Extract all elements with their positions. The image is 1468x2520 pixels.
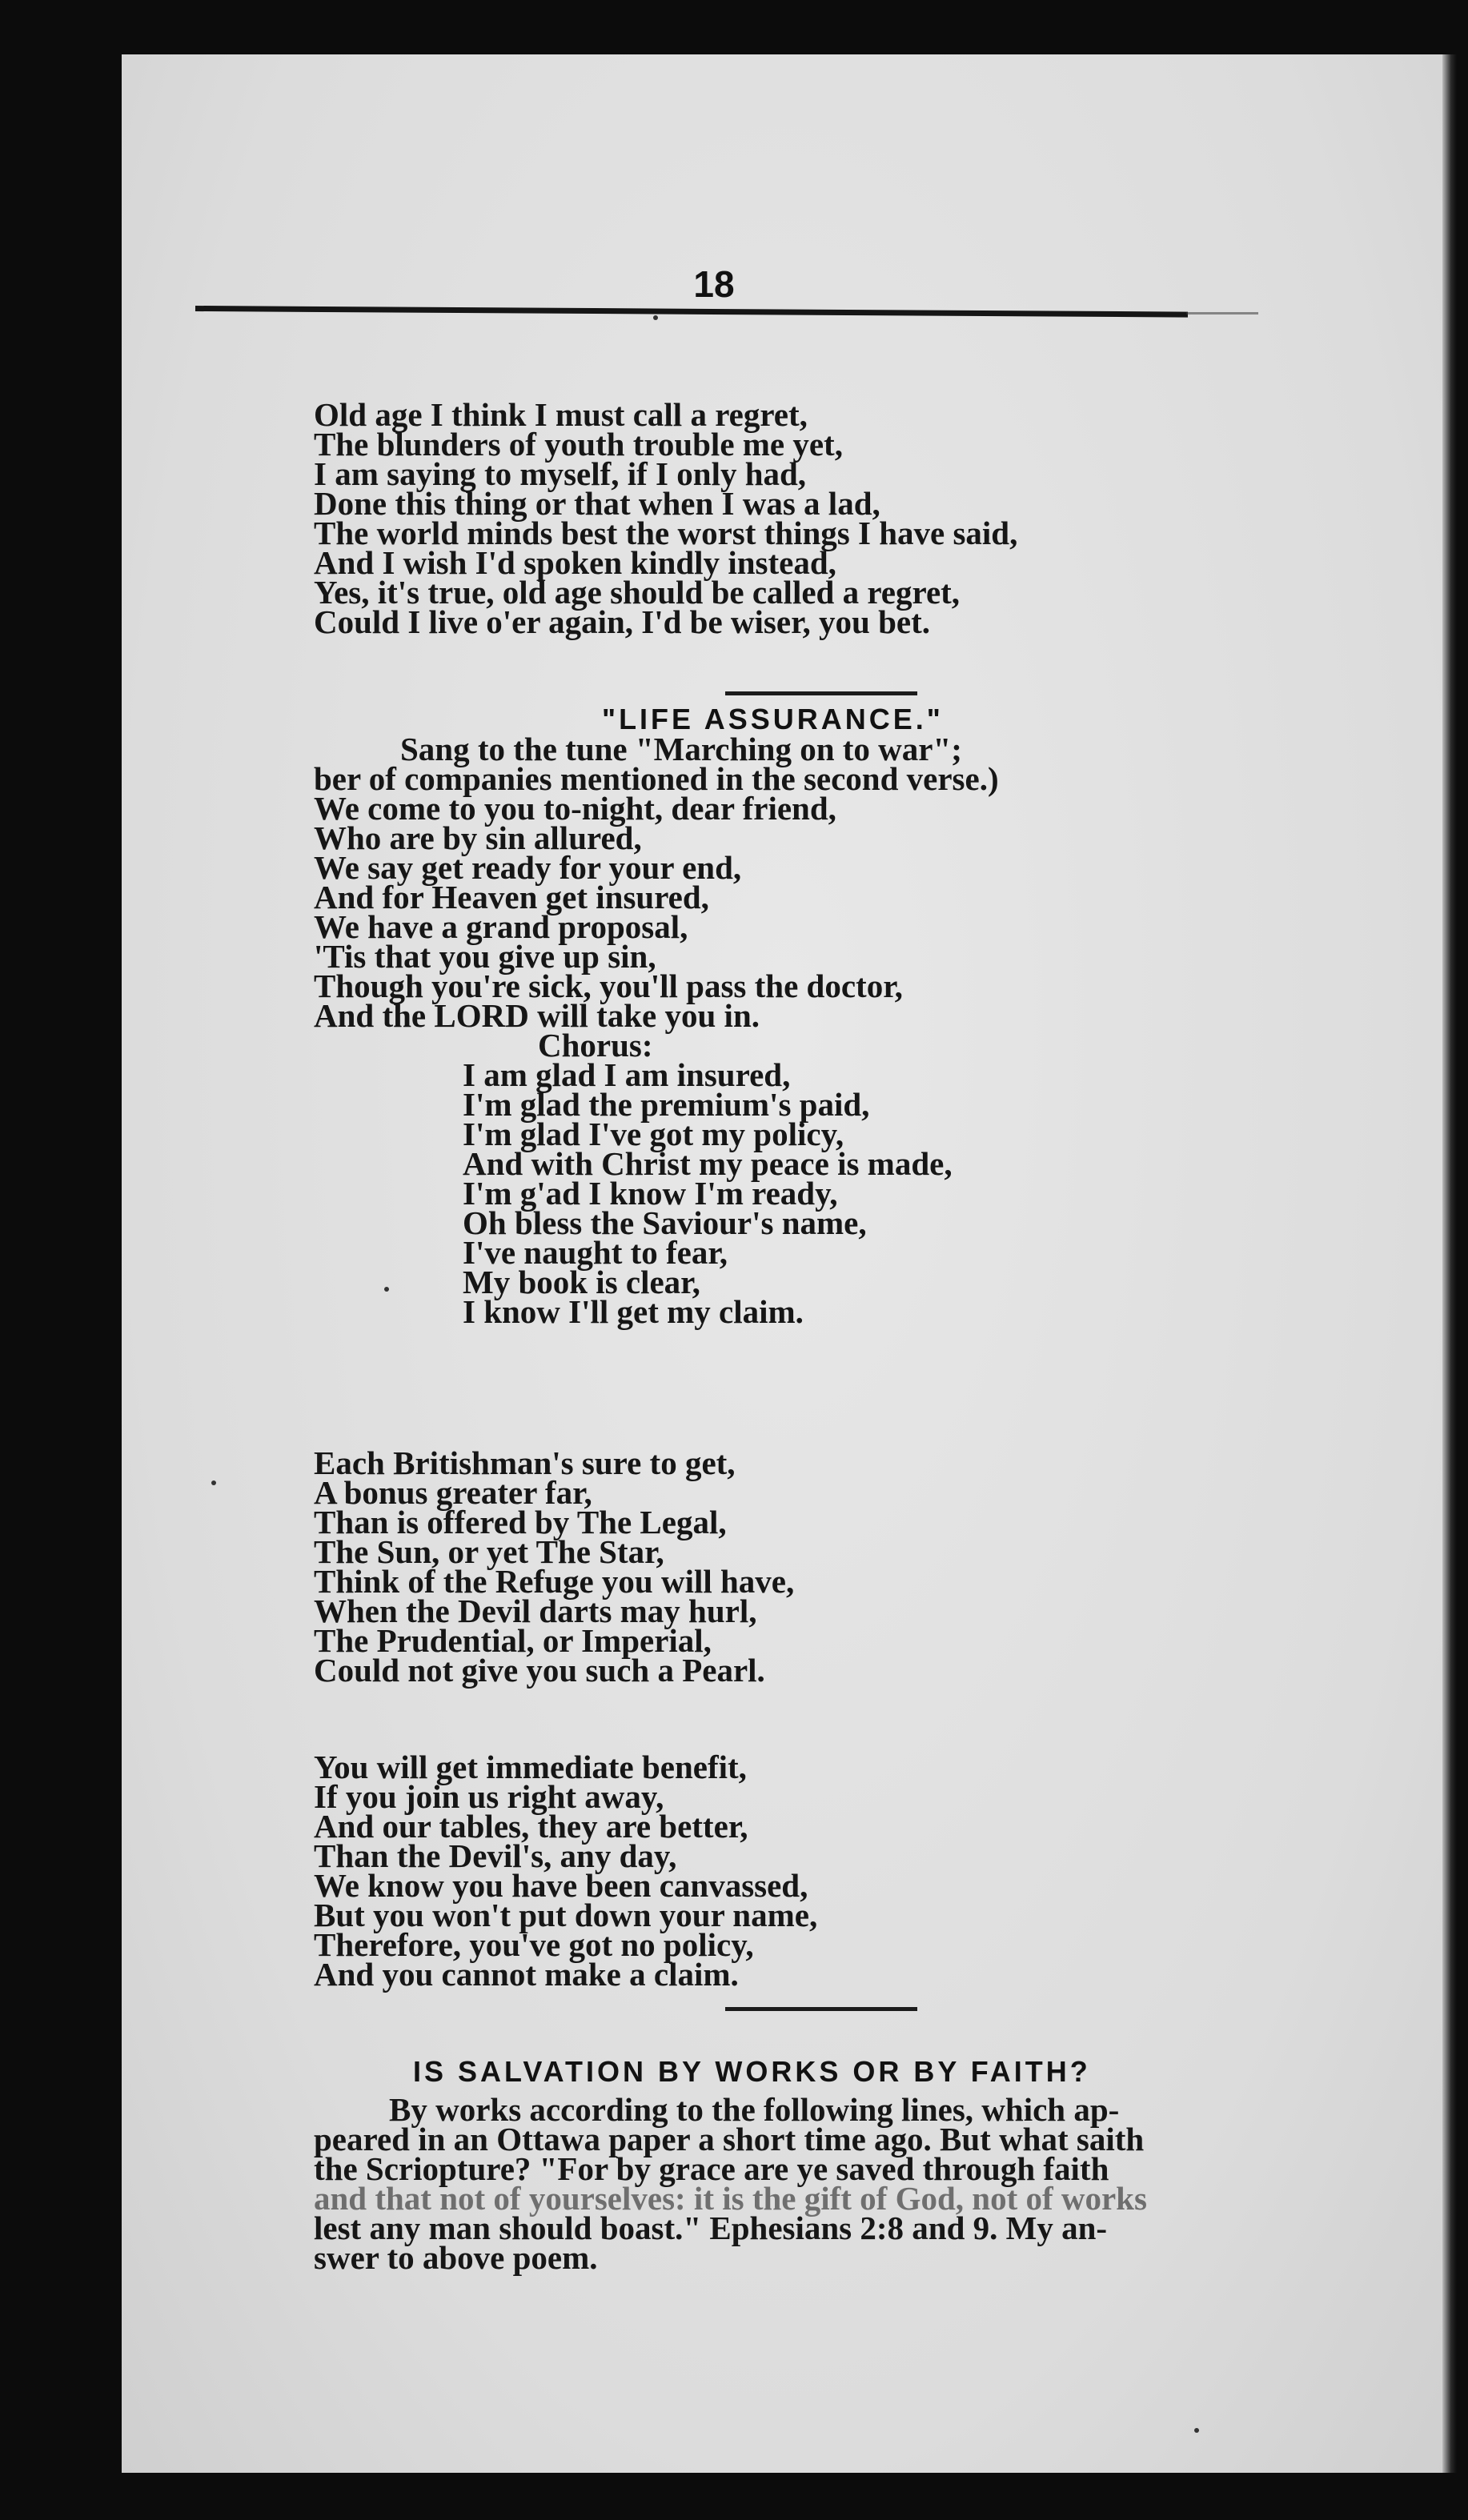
page-number: 18 [693,263,735,305]
chorus-label: Chorus: [538,1027,653,1064]
verse-line: Done this thing or that when I was a lad, [314,485,880,522]
chorus-line: I know I'll get my claim. [463,1293,804,1330]
paragraph-line: By works according to the following lines, which ap- [389,2091,1120,2128]
verse-line: Could I live o'er again, I'd be wiser, you bet. [314,603,930,640]
verse-line: Than is offered by The Legal, [314,1504,727,1540]
scan-speck [211,1480,216,1485]
verse-line: A bonus greater far, [314,1474,592,1511]
verse-line: We have a grand proposal, [314,908,688,945]
section-divider [725,691,917,695]
verse-line: The Sun, or yet The Star, [314,1533,664,1570]
intro-line: Sang to the tune "Marching on to war"; [400,731,962,767]
paragraph-line: swer to above poem. [314,2239,598,2276]
life-assurance-verse-3 [314,1749,818,1993]
salvation-paragraph [314,2091,1147,2276]
verse-line: I am saying to myself, if I only had, [314,455,807,492]
chorus-line: Oh bless the Saviour's name, [463,1204,867,1241]
verse-line: 'Tis that you give up sin, [314,938,656,975]
verse-line: We come to you to-night, dear friend, [314,790,836,827]
chorus-line: And with Christ my peace is made, [463,1145,953,1182]
verse-line: The blunders of youth trouble me yet, [314,426,843,463]
verse-line: And I wish I'd spoken kindly instead, [314,544,836,581]
chorus-line: I'm glad the premium's paid, [463,1086,870,1123]
verse-line: Yes, it's true, old age should be called a regret, [314,574,961,611]
scan-speck [653,315,658,320]
chorus-line: I've naught to fear, [463,1234,728,1271]
verse-line: And you cannot make a claim. [314,1956,739,1993]
paragraph-line: and that not of yourselves: it is the gift of God, not of works [314,2180,1147,2217]
verse-line: And our tables, they are better, [314,1808,748,1845]
header-rule-extension [1186,312,1258,314]
page-edge-shadow [1442,54,1457,2473]
verse-line: And for Heaven get insured, [314,879,709,915]
verse-line: We say get ready for your end, [314,849,742,886]
verse-line: Who are by sin allured, [314,819,642,856]
section-divider [725,2007,917,2011]
verse-line: But you won't put down your name, [314,1897,818,1933]
verse-line: Each Britishman's sure to get, [314,1444,736,1481]
verse-line: Than the Devil's, any day, [314,1837,677,1874]
paragraph-line: lest any man should boast." Ephesians 2:8 and 9. My an- [314,2210,1108,2246]
section-title-salvation: IS SALVATION BY WORKS OR BY FAITH? [413,2055,1091,2088]
verse-line: And the LORD will take you in. [314,997,760,1034]
verse-line: The Prudential, or Imperial, [314,1622,712,1659]
verse-line: Think of the Refuge you will have, [314,1563,795,1600]
verse-line: If you join us right away, [314,1778,664,1815]
section-title-life-assurance: "LIFE ASSURANCE." [602,703,944,735]
chorus-line: I am glad I am insured, [463,1056,791,1093]
chorus-line: I'm glad I've got my policy, [463,1116,844,1152]
paragraph-line: the Scriopture? "For by grace are ye saved through faith [314,2150,1109,2187]
life-assurance-song [314,731,999,1330]
verse-line: You will get immediate benefit, [314,1749,747,1785]
verse-line: When the Devil darts may hurl, [314,1593,757,1629]
verse-line: Therefore, you've got no policy, [314,1926,754,1963]
stanza-old-age [314,396,1018,640]
chorus-line: My book is clear, [463,1264,700,1300]
verse-line: Could not give you such a Pearl. [314,1652,765,1689]
verse-line: The world minds best the worst things I have said, [314,515,1018,551]
intro-line: ber of companies mentioned in the second verse.) [314,760,999,797]
verse-line: Old age I think I must call a regret, [314,396,808,433]
chorus-line: I'm g'ad I know I'm ready, [463,1175,838,1212]
life-assurance-verse-2 [314,1444,795,1689]
scan-speck [1194,2428,1199,2433]
verse-line: Though you're sick, you'll pass the doctor, [314,968,903,1004]
paragraph-line: peared in an Ottawa paper a short time ago. But what saith [314,2121,1145,2157]
scan-speck [384,1287,389,1292]
verse-line: We know you have been canvassed, [314,1867,808,1904]
